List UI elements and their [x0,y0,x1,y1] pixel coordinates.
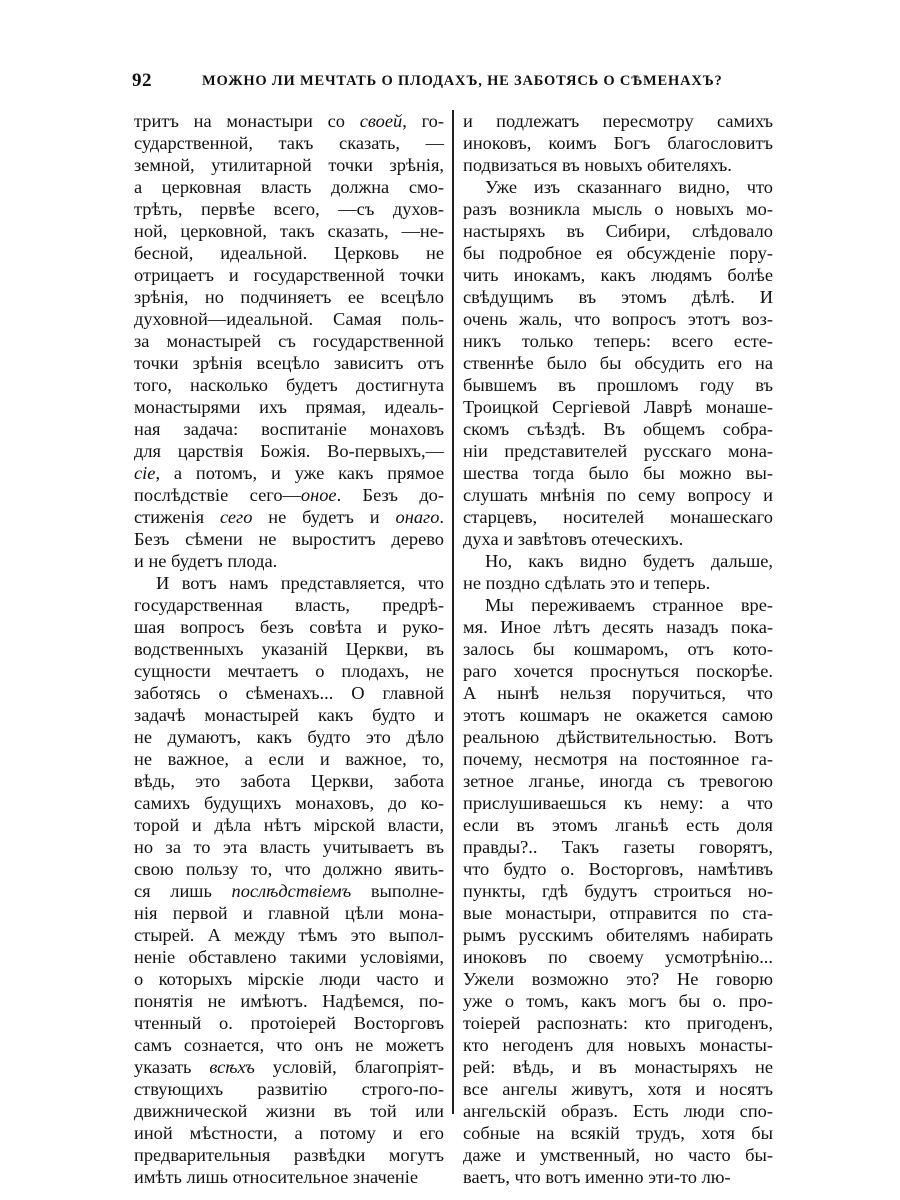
text-line: задачѣ монастырей какъ будто и [134,705,444,725]
text-line: И вотъ намъ представляется, что [156,573,444,593]
text-line: и подлежатъ пересмотру самихъ [463,111,773,131]
column-divider [452,110,454,1114]
text-line: стырей. А между тѣмъ это выпол- [134,925,444,945]
text-line: движнической жизни въ той или [134,1101,444,1121]
text-line: все ангелы живутъ, хотя и носятъ [463,1079,773,1099]
text-line: тоіерей распознать: кто пригоденъ, [463,1013,773,1033]
text-line: самихъ будущихъ монаховъ, до ко- [134,793,444,813]
text-line: но за то эта власть учитываетъ въ [134,837,444,857]
left-text-column [134,110,444,1188]
text-line: иноковъ по своему усмотрѣнію... [463,947,773,967]
text-line: духа и завѣтовъ отеческихъ. [463,529,684,549]
text-line: старцевъ, носителей монашескаго [463,507,773,527]
text-line: залось бы кошмаромъ, отъ кото- [463,639,773,659]
text-line: послѣдствіе сего—оное. Безъ до- [134,485,444,505]
text-line: ственнѣе было бы обсудить его на [463,353,773,373]
text-line: разъ возникла мысль о новыхъ мо- [463,199,773,219]
text-line: мя. Иное лѣтъ десять назадъ пока- [463,617,773,637]
text-line: чтенный о. протоіерей Востоpговъ [134,1013,444,1033]
text-line: Мы переживаемъ странное вре- [485,595,773,615]
text-line: скомъ съѣздѣ. Въ общемъ собра- [463,419,773,439]
text-line: правды?.. Такъ газеты говорятъ, [463,837,773,857]
text-line: предварительныя развѣдки могутъ [134,1145,444,1165]
text-line: ваетъ, что вотъ именно эти-то лю- [463,1167,731,1187]
text-line: того, насколько будетъ достигнута [134,375,444,395]
text-line: Троицкой Сергіевой Лаврѣ монаше- [463,397,773,417]
text-line: почему, несмотря на постоянное га- [463,749,773,769]
text-line: монастырями ихъ прямая, идеаль- [134,397,444,417]
text-line: торой и дѣла нѣтъ мірской власти, [134,815,444,835]
text-line: стиженія сего не будетъ и онаго. [134,507,444,527]
text-line: ная задача: воспитаніе монаховъ [134,419,444,439]
text-line: рымъ русскимъ обителямъ набирать [463,925,773,945]
text-line: вые монастыри, отправится по ста- [463,903,773,923]
text-line: и не будетъ плода. [134,551,278,571]
text-line: отрицаетъ и государственной точки [134,265,444,285]
text-line: за монастырей съ государственной [134,331,444,351]
text-line: если въ этомъ лганьѣ есть доля [463,815,773,835]
text-line: пункты, гдѣ будутъ строиться но- [463,881,773,901]
text-line: Уже изъ сказаннаго видно, что [485,177,773,197]
text-line: сударственной, такъ сказать, — [134,133,444,153]
text-line: собные на всякій трудъ, хотя бы [463,1123,773,1143]
text-line: уже о томъ, какъ могъ бы о. про- [463,991,773,1011]
text-line: сіе, а потомъ, и уже какъ прямое [134,463,444,483]
text-line: раго хочется проснуться поскорѣе. [463,661,773,681]
text-line: Но, какъ видно будетъ дальше, [485,551,773,571]
text-line: шая вопросъ безъ совѣта и руко- [134,617,444,637]
text-line: зетное лганье, иногда съ тревогою [463,771,773,791]
text-line: иноковъ, коимъ Богъ благословитъ [463,133,773,153]
text-line: для царствія Божія. Во-первыхъ,— [134,441,444,461]
page-number: 92 [132,70,152,91]
text-line: ангельскій образъ. Есть люди спо- [463,1101,773,1121]
text-line: даже и умственный, но часто бы- [463,1145,773,1165]
text-line: бесной, идеальной. Церковь не [134,243,444,263]
running-head [130,70,810,96]
text-line: кто негоденъ для новыхъ монасты- [463,1035,773,1055]
right-text-column [463,110,773,1188]
text-line: не думаютъ, какъ будто это дѣло [134,727,444,747]
text-line: прислушиваешься къ нему: а что [463,793,773,813]
text-line: а церковная власть должна смо- [134,177,444,197]
text-line: трѣть, первѣе всего, —съ духов- [134,199,444,219]
text-line: государственная власть, предрѣ- [134,595,444,615]
text-line: понятія не имѣютъ. Надѣемся, по- [134,991,444,1011]
text-line: тритъ на монастыри со своей, го- [134,111,444,131]
text-line: нія первой и главной цѣли мона- [134,903,444,923]
text-line: рей: вѣдь, и въ монастыряхъ не [463,1057,773,1077]
text-line: чить инокамъ, какъ людямъ болѣе [463,265,773,285]
text-line: вѣдь, это забота Церкви, забота [134,771,444,791]
text-line: никъ только теперь: всего есте- [463,331,773,351]
text-line: А нынѣ нельзя поручиться, что [463,683,773,703]
text-line: не важное, а если и важное, то, [134,749,444,769]
text-line: что будто о. Востоpговъ, намѣтивъ [463,859,773,879]
running-title: МОЖНО ЛИ МЕЧТАТЬ О ПЛОДАХЪ, НЕ ЗАБОТЯСЬ О СѢМЕНАХЪ? [202,73,723,89]
text-line: бывшемъ въ прошломъ году въ [463,375,773,395]
text-line: ся лишь послѣдствіемъ выполне- [134,881,444,901]
text-line: духовной—идеальной. Самая поль- [134,309,444,329]
text-line: настыряхъ въ Сибири, слѣдовало [463,221,773,241]
text-line: ной, церковной, такъ сказать, —не- [134,221,444,241]
text-line: свою пользу то, что должно явить- [134,859,444,879]
text-line: водственныхъ указаній Церкви, въ [134,639,444,659]
text-line: слушать мнѣнія по сему вопросу и [463,485,773,505]
text-line: зрѣнія, но подчиняетъ ее всецѣло [134,287,444,307]
text-line: указать всѣхъ условій, благопріят- [134,1057,444,1077]
text-line: бы подробное ея обсужденіе пору- [463,243,773,263]
text-line: иной мѣстности, а потому и его [134,1123,444,1143]
text-line: о которыхъ мірскіе люди часто и [134,969,444,989]
text-line: Ужели возможно это? Не говорю [463,969,773,989]
text-line: земной, утилитарной точки зрѣнія, [134,155,444,175]
text-line: заботясь о сѣменахъ... О главной [134,683,444,703]
text-line: свѣдущимъ въ этомъ дѣлѣ. И [463,287,773,307]
text-line: очень жаль, что вопросъ этотъ воз- [463,309,773,329]
text-line: ніи представителей русскаго мона- [463,441,773,461]
text-line: не поздно сдѣлать это и теперь. [463,573,711,593]
text-line: самъ сознается, что онъ не можетъ [134,1035,444,1055]
text-line: ствующихъ развитію строго-по- [134,1079,444,1099]
text-line: Безъ сѣмени не выроститъ дерево [134,529,444,549]
text-line: сущности мечтаетъ о плодахъ, не [134,661,444,681]
text-line: этотъ кошмаръ не окажется самою [463,705,773,725]
text-line: имѣть лишь относительное значеніе [134,1167,418,1187]
text-line: подвизаться въ новыхъ обителяхъ. [463,155,732,175]
text-line: реальною дѣйствительностью. Вотъ [463,727,773,747]
text-line: точки зрѣнія всецѣло зависитъ отъ [134,353,444,373]
text-line: неніе обставлено такими условіями, [134,947,444,967]
text-line: шества тогда было бы можно вы- [463,463,773,483]
